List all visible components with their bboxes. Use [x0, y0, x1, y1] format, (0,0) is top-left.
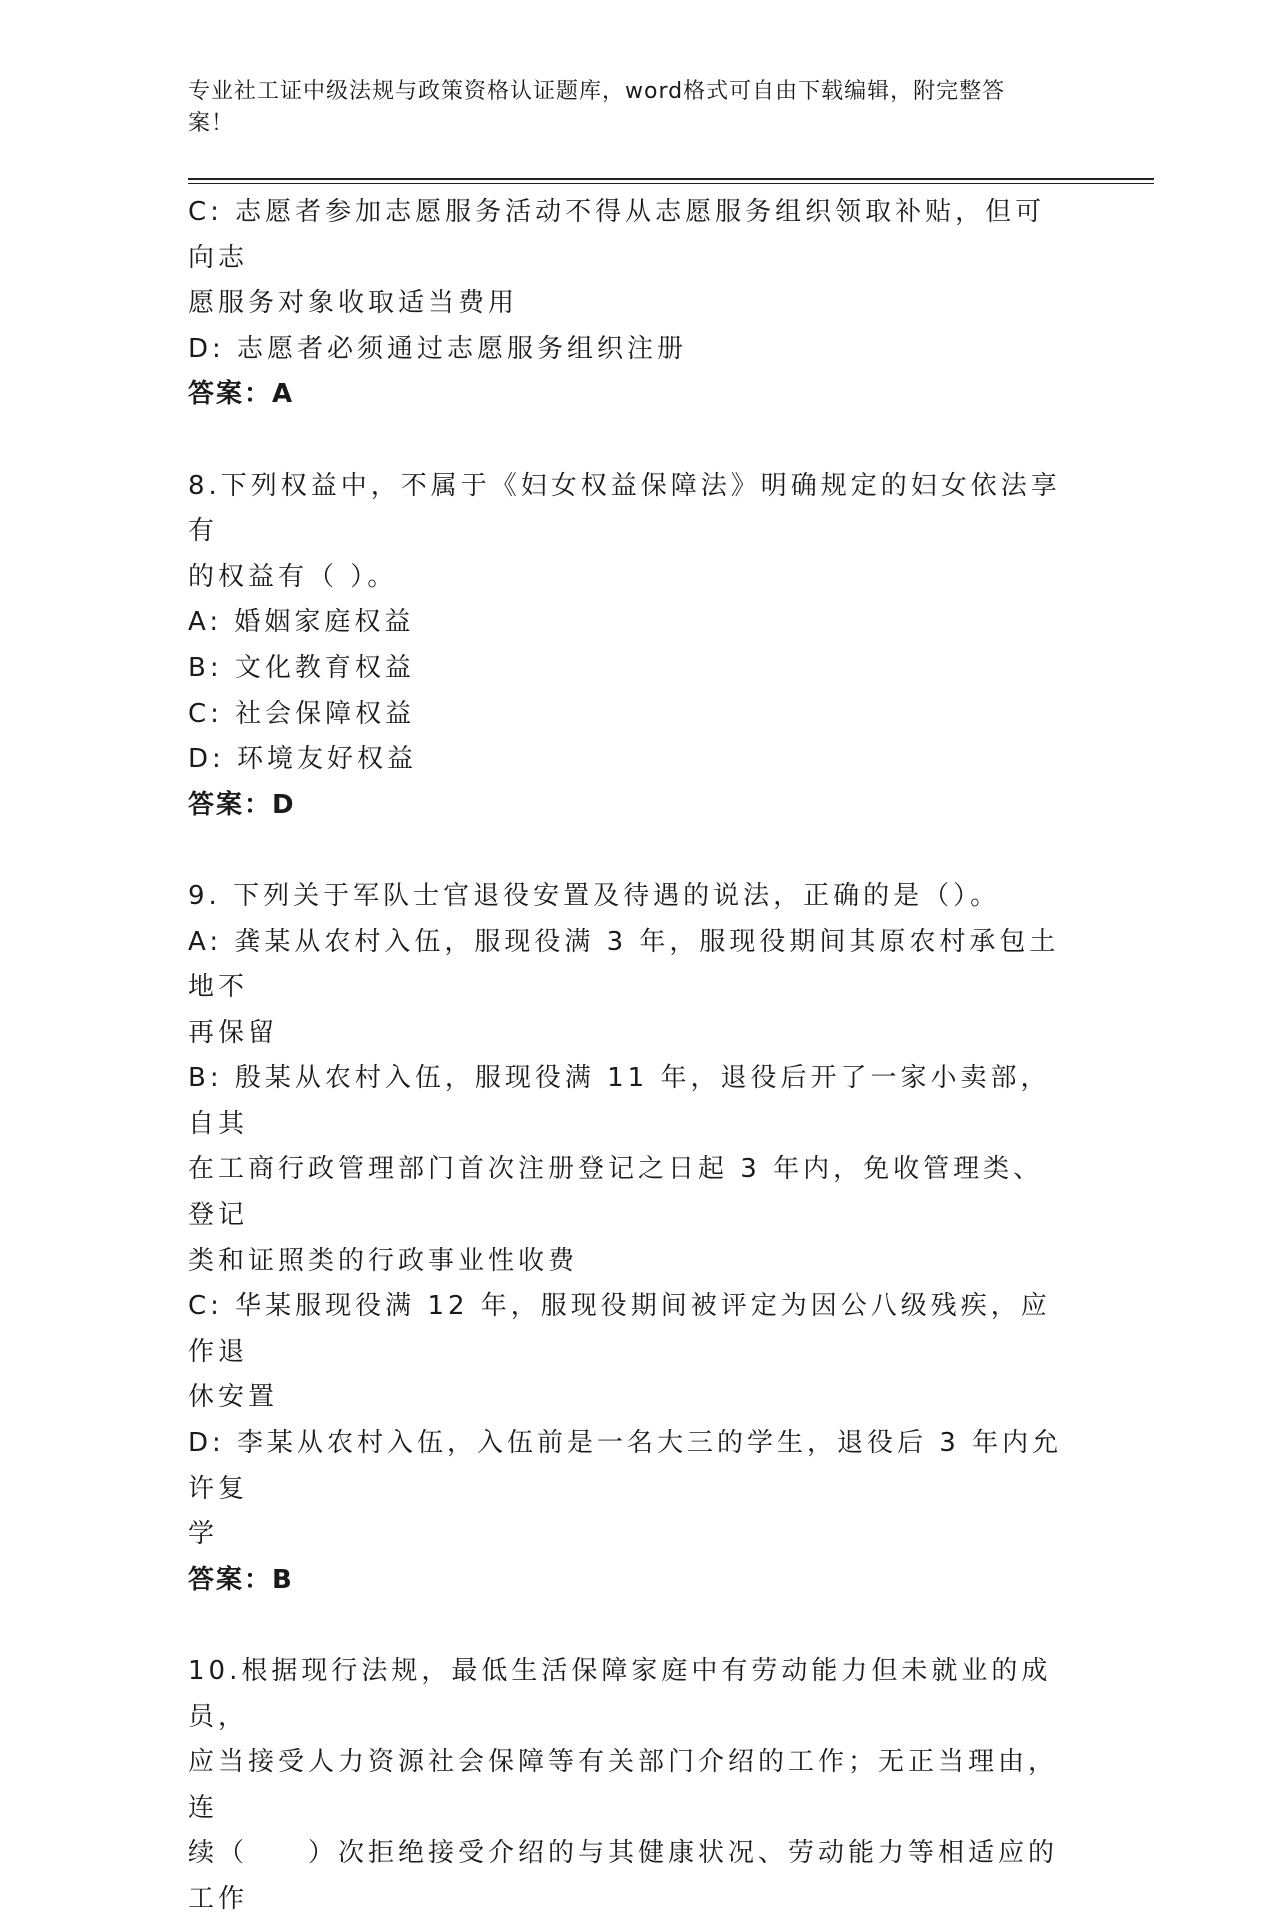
q7-option-d: D: 志愿者必须通过志愿服务组织注册	[188, 333, 688, 364]
q8-option-d: D: 环境友好权益	[188, 744, 418, 775]
q8-option-b: B: 文化教育权益	[188, 652, 415, 683]
q9-option-a-line-1: A: 龚某从农村入伍，服现役满 3 年，服现役期间其原农村承包土地不	[188, 926, 1060, 1003]
spacer	[188, 828, 1068, 874]
document-page	[188, 0, 1158, 1914]
q9-answer: 答案：B	[188, 1564, 294, 1595]
q10-stem-line-3: 续（ ）次拒绝接受介绍的与其健康状况、劳动能力等相适应的工作	[188, 1838, 1059, 1914]
q9-option-b-line-1: B: 殷某从农村入伍，服现役满 11 年，退役后开了一家小卖部，自其	[188, 1063, 1051, 1139]
q8-option-c: C: 社会保障权益	[188, 698, 416, 729]
q9-stem: 9. 下列关于军队士官退役安置及待遇的说法，正确的是（）。	[188, 880, 1001, 911]
q7-answer: 答案：A	[188, 379, 295, 410]
q9-option-c-line-2: 休安置	[188, 1382, 279, 1413]
header-line-2: 案！	[188, 111, 235, 136]
q9-option-b-line-2: 在工商行政管理部门首次注册登记之日起 3 年内，免收管理类、登记	[188, 1154, 1044, 1231]
q9-option-d-line-1: D: 李某从农村入伍，入伍前是一名大三的学生，退役后 3 年内允许复	[188, 1428, 1063, 1504]
question-9	[188, 874, 1068, 1604]
question-content	[188, 190, 1068, 1923]
q8-answer: 答案：D	[188, 789, 296, 820]
q10-stem-line-1: 10.根据现行法规，最低生活保障家庭中有劳动能力但未就业的成员，	[188, 1656, 1052, 1732]
spacer	[188, 418, 1068, 464]
question-7-tail	[188, 190, 1068, 418]
q8-stem-line-2: 的权益有（ ）。	[188, 561, 398, 592]
document-header	[188, 76, 1068, 140]
q9-option-a-line-2: 再保留	[188, 1017, 279, 1048]
question-10	[188, 1649, 1068, 1923]
question-8	[188, 464, 1068, 829]
q9-option-c-line-1: C: 华某服现役满 12 年，服现役期间被评定为因公八级残疾，应作退	[188, 1291, 1051, 1367]
q7-option-c-line-1: C: 志愿者参加志愿服务活动不得从志愿服务组织领取补贴，但可向志	[188, 197, 1046, 273]
spacer	[188, 1603, 1068, 1649]
header-divider	[188, 178, 1154, 184]
q8-stem-line-1: 8.下列权益中，不属于《妇女权益保障法》明确规定的妇女依法享有	[188, 470, 1061, 547]
q9-option-b-line-3: 类和证照类的行政事业性收费	[188, 1245, 579, 1276]
q8-option-a: A: 婚姻家庭权益	[188, 607, 415, 638]
q7-option-c-line-2: 愿服务对象收取适当费用	[188, 288, 519, 319]
header-line-1: 专业社工证中级法规与政策资格认证题库，word格式可自由下载编辑，附完整答	[188, 79, 1006, 104]
q10-stem-line-2: 应当接受人力资源社会保障等有关部门介绍的工作；无正当理由，连	[188, 1747, 1059, 1823]
q9-option-d-line-2: 学	[188, 1519, 219, 1550]
